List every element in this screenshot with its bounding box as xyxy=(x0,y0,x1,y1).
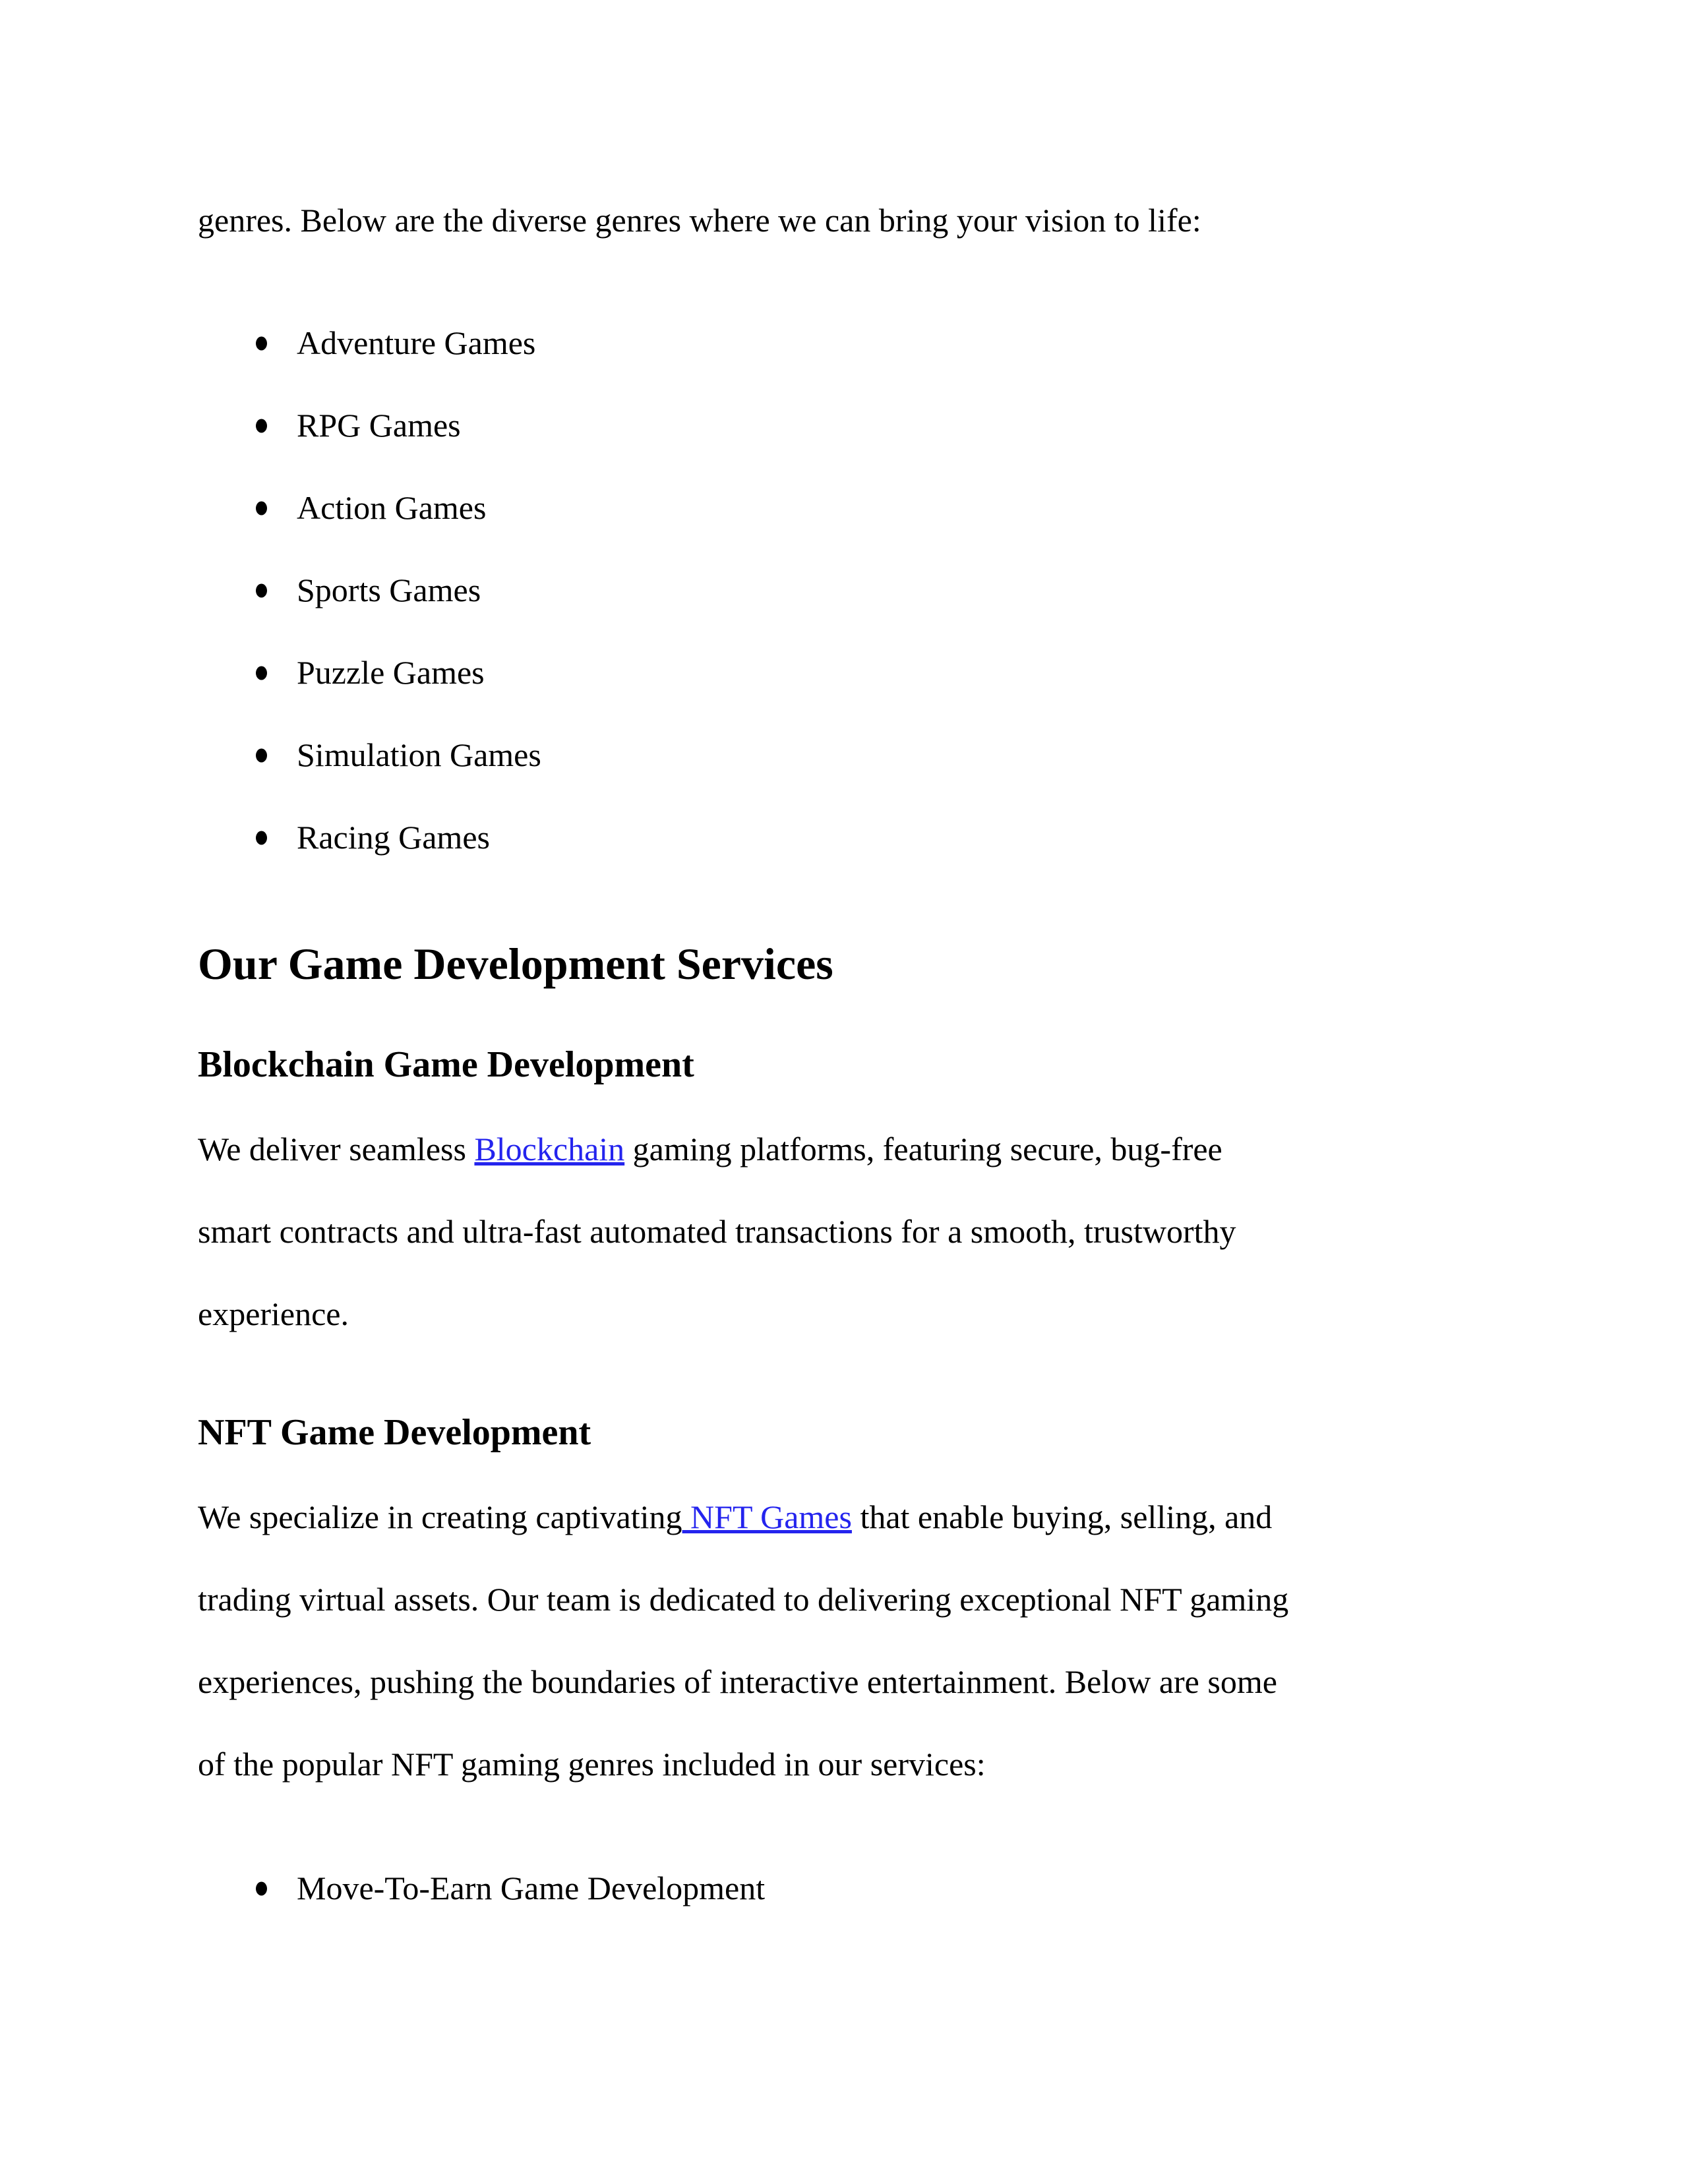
nft-genre-list xyxy=(198,1847,1490,1930)
text-segment: of the popular NFT gaming genres included in our services: xyxy=(198,1746,986,1783)
blockchain-heading: Blockchain Game Development xyxy=(198,1044,694,1085)
bullet-icon xyxy=(256,831,267,844)
nft-games-link[interactable]: NFT Games xyxy=(682,1498,852,1535)
paragraph-line xyxy=(198,1558,1490,1641)
text-segment: experience. xyxy=(198,1295,349,1332)
nft-genre-label: Move-To-Earn Game Development xyxy=(297,1870,766,1906)
bullet-icon xyxy=(256,419,267,432)
text-segment: We specialize in creating captivating xyxy=(198,1498,682,1535)
paragraph-line xyxy=(198,1108,1490,1191)
genre-list-item xyxy=(198,467,1490,549)
blockchain-link[interactable]: Blockchain xyxy=(474,1131,625,1167)
genre-list-item xyxy=(198,302,1490,384)
bullet-icon xyxy=(256,748,267,762)
genre-label: RPG Games xyxy=(297,407,461,444)
genre-list-item xyxy=(198,796,1490,879)
paragraph-line xyxy=(198,1191,1490,1273)
genre-list xyxy=(198,302,1490,879)
intro-text: genres. Below are the diverse genres where we can bring your vision to life: xyxy=(198,202,1201,239)
bullet-icon xyxy=(256,666,267,680)
nft-heading: NFT Game Development xyxy=(198,1412,591,1453)
genre-list-item xyxy=(198,714,1490,796)
genre-list-item xyxy=(198,549,1490,632)
paragraph-line xyxy=(198,1723,1490,1806)
nft-genre-list-item xyxy=(198,1847,1490,1930)
blockchain-paragraph xyxy=(198,1108,1490,1355)
intro-paragraph xyxy=(198,179,1490,262)
genre-label: Simulation Games xyxy=(297,736,541,773)
nft-paragraph xyxy=(198,1476,1490,1806)
paragraph-line xyxy=(198,1273,1490,1355)
genre-list-item xyxy=(198,384,1490,467)
text-segment: experiences, pushing the boundaries of interactive entertainment. Below are some xyxy=(198,1663,1277,1700)
genre-label: Adventure Games xyxy=(297,324,536,361)
text-segment: gaming platforms, featuring secure, bug-free xyxy=(624,1131,1222,1167)
genre-label: Sports Games xyxy=(297,572,481,608)
genre-label: Action Games xyxy=(297,489,487,526)
text-segment: smart contracts and ultra-fast automated transactions for a smooth, trustworthy xyxy=(198,1213,1236,1250)
paragraph-line xyxy=(198,1641,1490,1723)
services-heading: Our Game Development Services xyxy=(198,939,833,989)
genre-list-item xyxy=(198,632,1490,714)
bullet-icon xyxy=(256,1881,267,1895)
genre-label: Racing Games xyxy=(297,819,490,856)
bullet-icon xyxy=(256,336,267,350)
text-segment: We deliver seamless xyxy=(198,1131,475,1167)
genre-label: Puzzle Games xyxy=(297,654,485,691)
paragraph-line xyxy=(198,179,1490,262)
paragraph-line xyxy=(198,1476,1490,1558)
document-content xyxy=(198,179,1490,1930)
text-segment: trading virtual assets. Our team is dedicated to delivering exceptional NFT gaming xyxy=(198,1581,1289,1618)
bullet-icon xyxy=(256,501,267,515)
bullet-icon xyxy=(256,583,267,597)
text-segment: that enable buying, selling, and xyxy=(851,1498,1273,1535)
